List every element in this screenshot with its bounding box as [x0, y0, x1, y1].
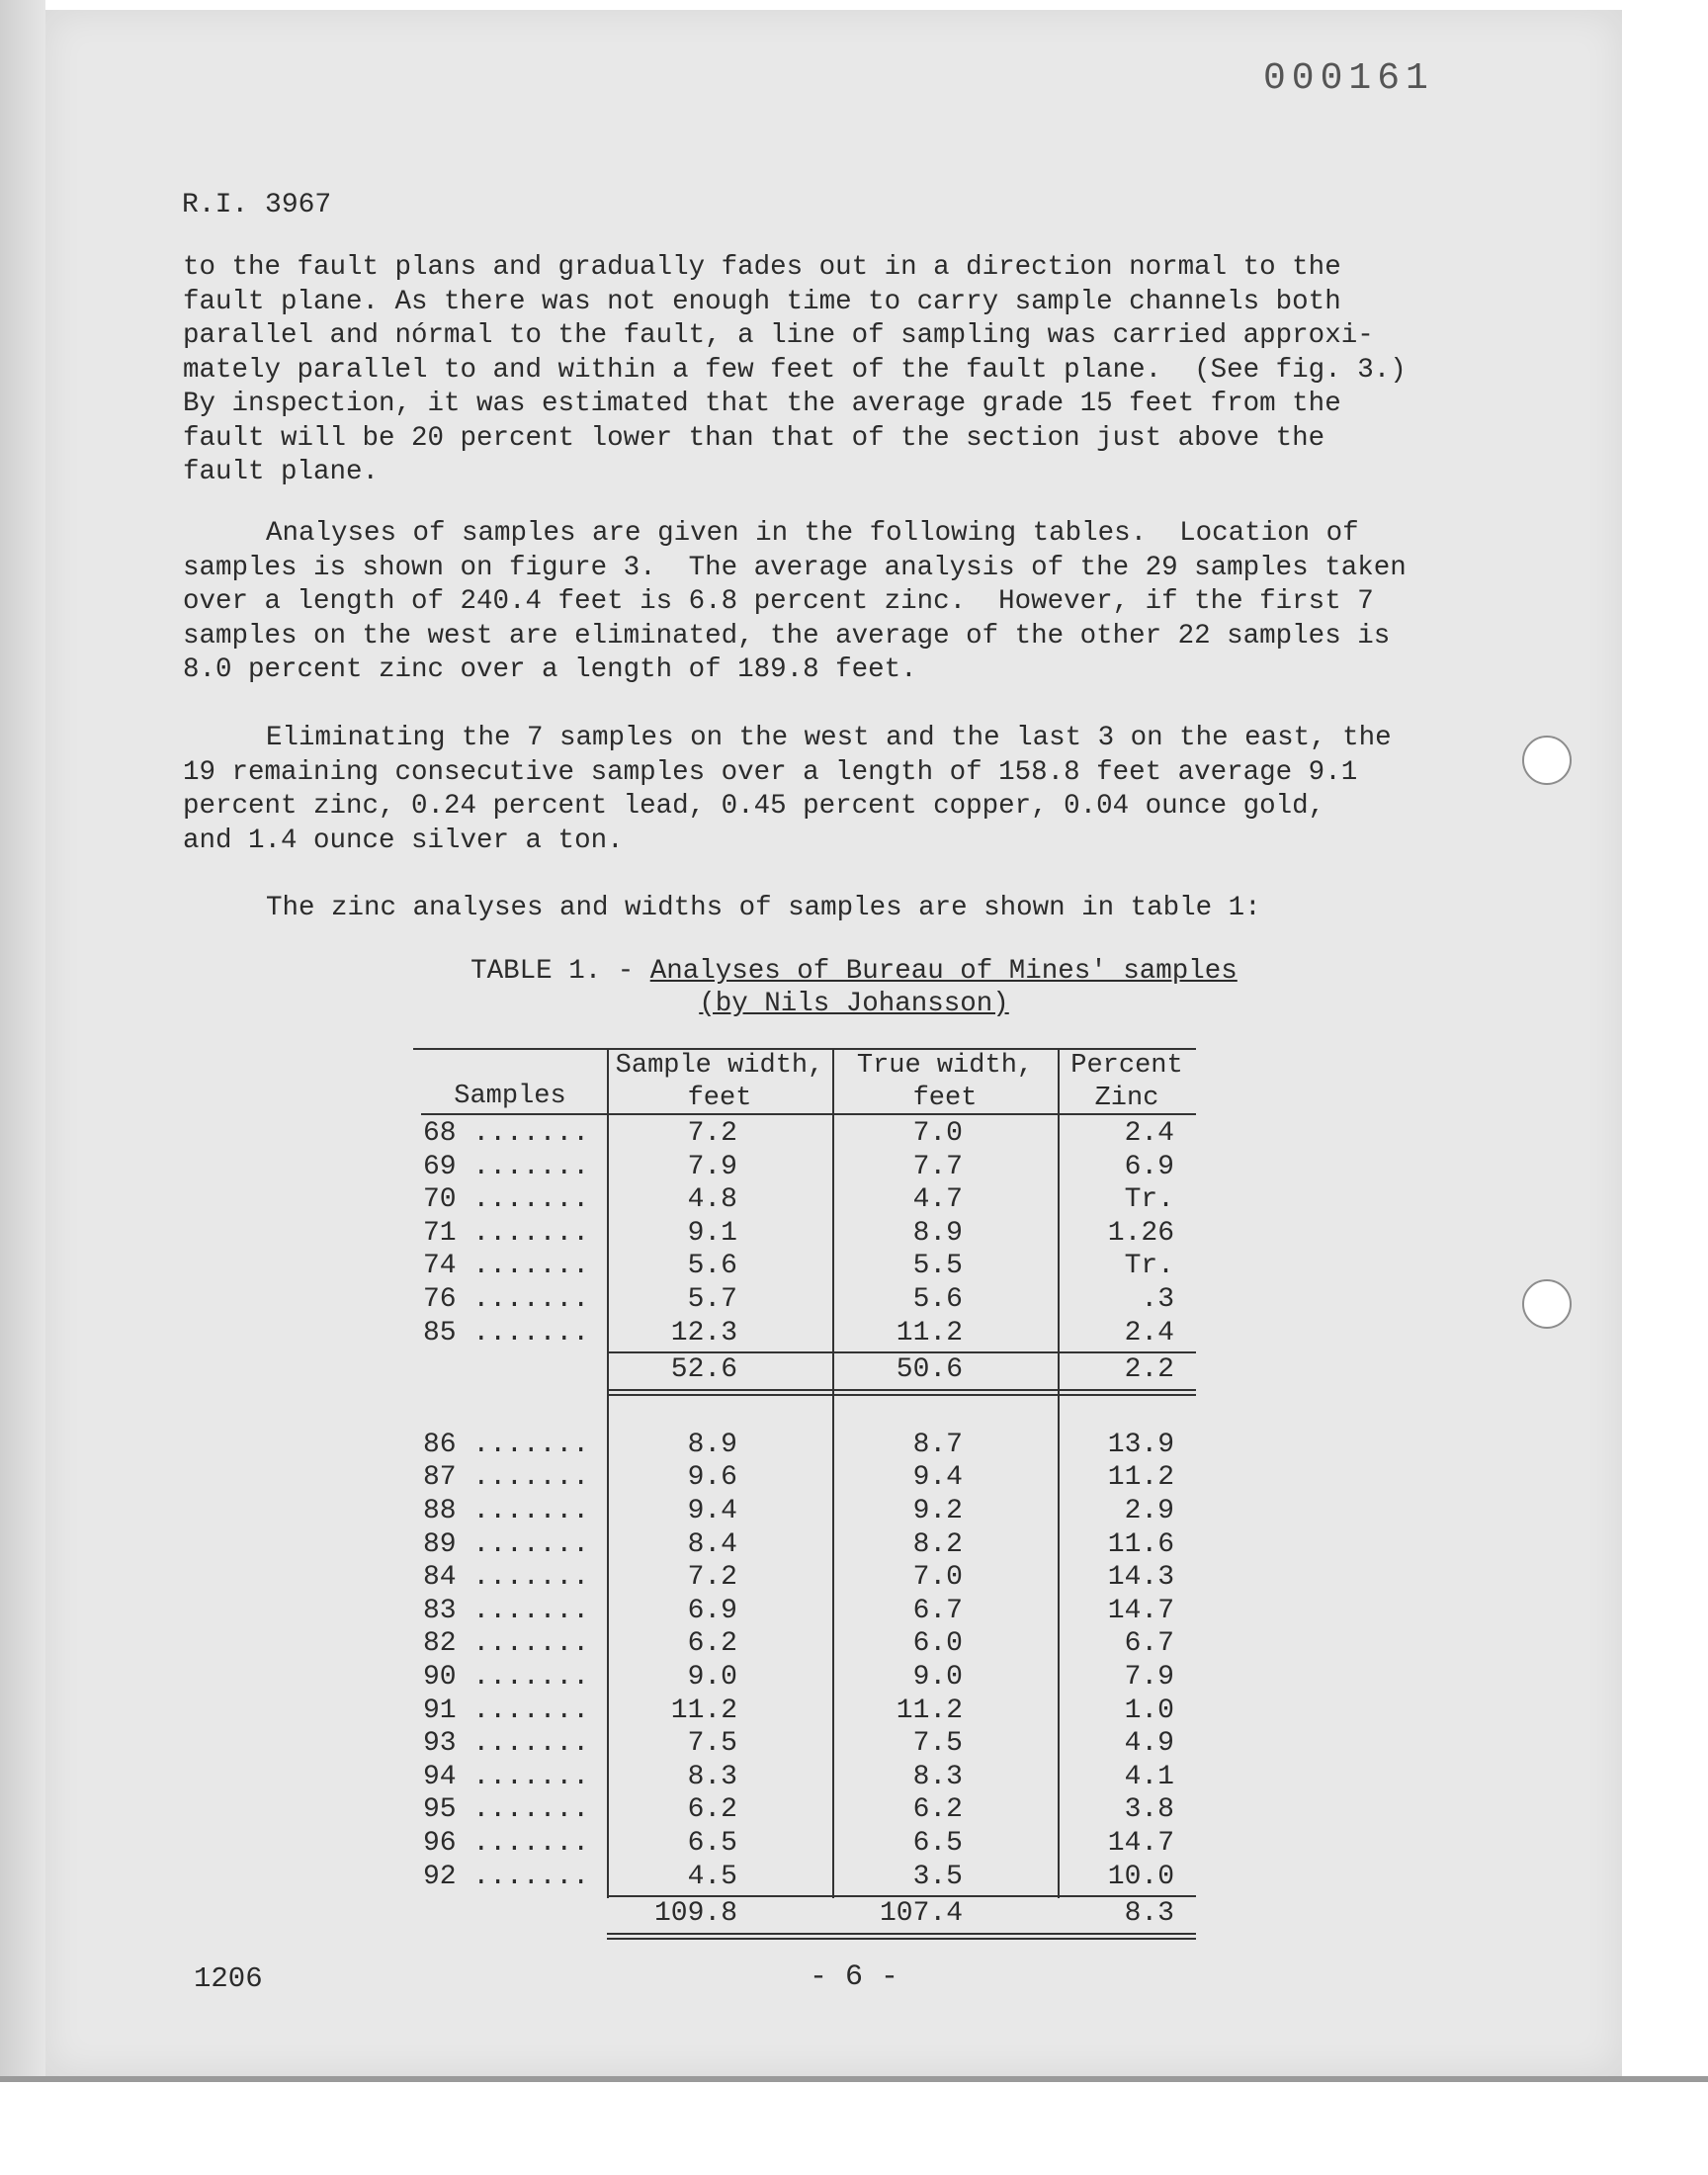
sample-width-cell: 7.5	[687, 1728, 737, 1760]
analyses-table	[413, 1048, 1204, 1930]
sample-width-cell: 11.2	[670, 1695, 737, 1726]
sample-id-cell: 92 .......	[423, 1861, 590, 1892]
zinc-cell: 4.9	[1124, 1728, 1174, 1760]
sample-id-cell: 93 .......	[423, 1728, 590, 1760]
footer-code: 1206	[194, 1962, 263, 1995]
total-double-rule	[607, 1938, 1196, 1940]
sample-id-cell: 86 .......	[423, 1429, 590, 1460]
zinc-cell: 4.1	[1124, 1761, 1174, 1792]
sample-id-cell: 89 .......	[423, 1528, 590, 1560]
sample-id-cell: 84 .......	[423, 1562, 590, 1594]
zinc-cell: 14.7	[1107, 1828, 1174, 1859]
true-width-cell: 7.0	[912, 1118, 963, 1149]
sample-id-cell: 91 .......	[423, 1695, 590, 1726]
zinc-cell: 11.6	[1107, 1528, 1174, 1560]
sample-width-cell: 4.8	[687, 1184, 737, 1216]
zinc-cell: 7.9	[1124, 1662, 1174, 1693]
sample-width-cell: 12.3	[670, 1317, 737, 1348]
table-title	[0, 955, 1708, 1020]
zinc-cell: 2.4	[1124, 1317, 1174, 1348]
zinc-cell: Tr.	[1124, 1251, 1174, 1282]
sample-width-cell: 5.6	[687, 1251, 737, 1282]
zinc-cell: Tr.	[1124, 1184, 1174, 1216]
true-width-cell: 8.2	[912, 1528, 963, 1560]
header-true-width: True width, feet	[856, 1051, 1034, 1113]
true-width-cell: 5.5	[912, 1251, 963, 1282]
sample-width-cell: 8.3	[687, 1761, 737, 1792]
sample-id-cell: 74 .......	[423, 1251, 590, 1282]
table-title-prefix: TABLE 1. -	[470, 956, 650, 987]
true-width-cell: 6.2	[912, 1794, 963, 1826]
sample-id-cell: 70 .......	[423, 1184, 590, 1216]
true-width-cell: 6.0	[912, 1628, 963, 1660]
sample-id-cell: 90 .......	[423, 1662, 590, 1693]
sample-width-cell: 9.1	[687, 1217, 737, 1249]
total-double-rule	[607, 1394, 1196, 1396]
paragraph-fault-plane: to the fault plans and gradually fades out in a direction normal to the fault plane. As there was not enough time to carry sample channels both parallel and nórmal to the fault, a line of sampling was carried approxi- mately parallel to and within a few feet of the fault plane. (See fig. 3.) By inspection, it was estimated that the average grade 15 feet from the fault will be 20 percent lower than that of the section just above the fault plane.	[183, 252, 1407, 487]
scan-bottom-edge	[0, 2076, 1708, 2082]
total-double-rule	[607, 1933, 1196, 1935]
sample-id-cell: 95 .......	[423, 1794, 590, 1826]
zinc-cell: 1.26	[1107, 1217, 1174, 1249]
true-width-cell: 11.2	[896, 1317, 963, 1348]
punch-hole	[1522, 1279, 1572, 1329]
sample-width-cell: 6.2	[687, 1628, 737, 1660]
zinc-cell: 6.9	[1124, 1151, 1174, 1182]
sample-id-cell: 94 .......	[423, 1761, 590, 1792]
sample-width-cell: 9.0	[687, 1662, 737, 1693]
true-width-cell: 9.0	[912, 1662, 963, 1693]
zinc-cell: 2.9	[1124, 1496, 1174, 1526]
header-samples: Samples	[454, 1082, 566, 1111]
sample-width-cell: 6.2	[687, 1794, 737, 1826]
true-width-cell: 7.7	[912, 1151, 963, 1182]
sample-width-cell: 6.5	[687, 1828, 737, 1859]
total-true-width-cell: 50.6	[896, 1354, 963, 1386]
table-title-main: Analyses of Bureau of Mines' samples	[649, 956, 1238, 987]
header-sample-width: Sample width, feet	[615, 1051, 824, 1113]
scan-edge-shadow	[0, 0, 45, 2076]
true-width-cell: 4.7	[912, 1184, 963, 1216]
zinc-cell: .3	[1141, 1284, 1174, 1315]
zinc-cell: 3.8	[1124, 1794, 1174, 1826]
zinc-cell: 1.0	[1124, 1695, 1174, 1726]
sample-width-cell: 4.5	[687, 1861, 737, 1892]
sample-id-cell: 87 .......	[423, 1462, 590, 1494]
total-sample-width-cell: 52.6	[670, 1354, 737, 1386]
punch-hole	[1522, 736, 1572, 785]
true-width-cell: 9.2	[912, 1496, 963, 1526]
paragraph-eliminating: Eliminating the 7 samples on the west and the last 3 on the east, the 19 remaining consecutive samples over a length of 158.8 feet average 9.1 percent zinc, 0.24 percent lead, 0.45 percent copper, 0.04 ounce gold, and 1.4 ounce silver a ton.	[183, 723, 1392, 856]
true-width-cell: 8.9	[912, 1217, 963, 1249]
total-double-rule	[607, 1389, 1196, 1391]
sample-width-cell: 5.7	[687, 1284, 737, 1315]
zinc-cell: 11.2	[1107, 1462, 1174, 1494]
true-width-cell: 3.5	[912, 1861, 963, 1892]
table-subtitle: (by Nils Johansson)	[699, 989, 1009, 1019]
column-divider	[1058, 1048, 1060, 1898]
true-width-cell: 7.5	[912, 1728, 963, 1760]
sample-id-cell: 71 .......	[423, 1217, 590, 1249]
sample-id-cell: 68 .......	[423, 1118, 590, 1149]
total-sample-width-cell: 109.8	[653, 1898, 737, 1930]
sample-id-cell: 69 .......	[423, 1151, 590, 1182]
sample-id-cell: 83 .......	[423, 1595, 590, 1626]
paragraph-table-intro: The zinc analyses and widths of samples are shown in table 1:	[266, 893, 1261, 923]
true-width-cell: 11.2	[896, 1695, 963, 1726]
sample-width-cell: 8.4	[687, 1528, 737, 1560]
true-width-cell: 8.7	[912, 1429, 963, 1460]
paragraph-analyses: Analyses of samples are given in the following tables. Location of samples is shown on figure 3. The average analysis of the 29 samples taken over a length of 240.4 feet is 6.8 percent zinc. However, if the first 7 samples on the west are eliminated, the average of the other 22 samples is 8.0 percent zinc over a length of 189.8 feet.	[183, 518, 1407, 685]
zinc-cell: 10.0	[1107, 1861, 1174, 1892]
column-divider	[832, 1048, 834, 1898]
zinc-cell: 14.3	[1107, 1562, 1174, 1594]
true-width-cell: 6.7	[912, 1595, 963, 1626]
sample-id-cell: 88 .......	[423, 1496, 590, 1526]
sample-width-cell: 7.2	[687, 1562, 737, 1594]
total-zinc-cell: 2.2	[1124, 1354, 1174, 1386]
true-width-cell: 5.6	[912, 1284, 963, 1315]
true-width-cell: 6.5	[912, 1828, 963, 1859]
report-id: R.I. 3967	[182, 190, 332, 220]
true-width-cell: 9.4	[912, 1462, 963, 1494]
total-zinc-cell: 8.3	[1124, 1898, 1174, 1930]
sample-width-cell: 9.6	[687, 1462, 737, 1494]
zinc-cell: 2.4	[1124, 1118, 1174, 1149]
total-true-width-cell: 107.4	[879, 1898, 963, 1930]
document-number: 000161	[1263, 57, 1434, 100]
header-percent-zinc: Percent Zinc	[1070, 1051, 1183, 1113]
sample-id-cell: 82 .......	[423, 1628, 590, 1660]
page-number: - 6 -	[809, 1960, 898, 1994]
zinc-cell: 6.7	[1124, 1628, 1174, 1660]
sample-id-cell: 85 .......	[423, 1317, 590, 1348]
true-width-cell: 7.0	[912, 1562, 963, 1594]
sample-id-cell: 96 .......	[423, 1828, 590, 1859]
sample-width-cell: 8.9	[687, 1429, 737, 1460]
sample-width-cell: 7.2	[687, 1118, 737, 1149]
sample-width-cell: 6.9	[687, 1595, 737, 1626]
sample-width-cell: 7.9	[687, 1151, 737, 1182]
sample-width-cell: 9.4	[687, 1496, 737, 1526]
true-width-cell: 8.3	[912, 1761, 963, 1792]
zinc-cell: 14.7	[1107, 1595, 1174, 1626]
zinc-cell: 13.9	[1107, 1429, 1174, 1460]
sample-id-cell: 76 .......	[423, 1284, 590, 1315]
